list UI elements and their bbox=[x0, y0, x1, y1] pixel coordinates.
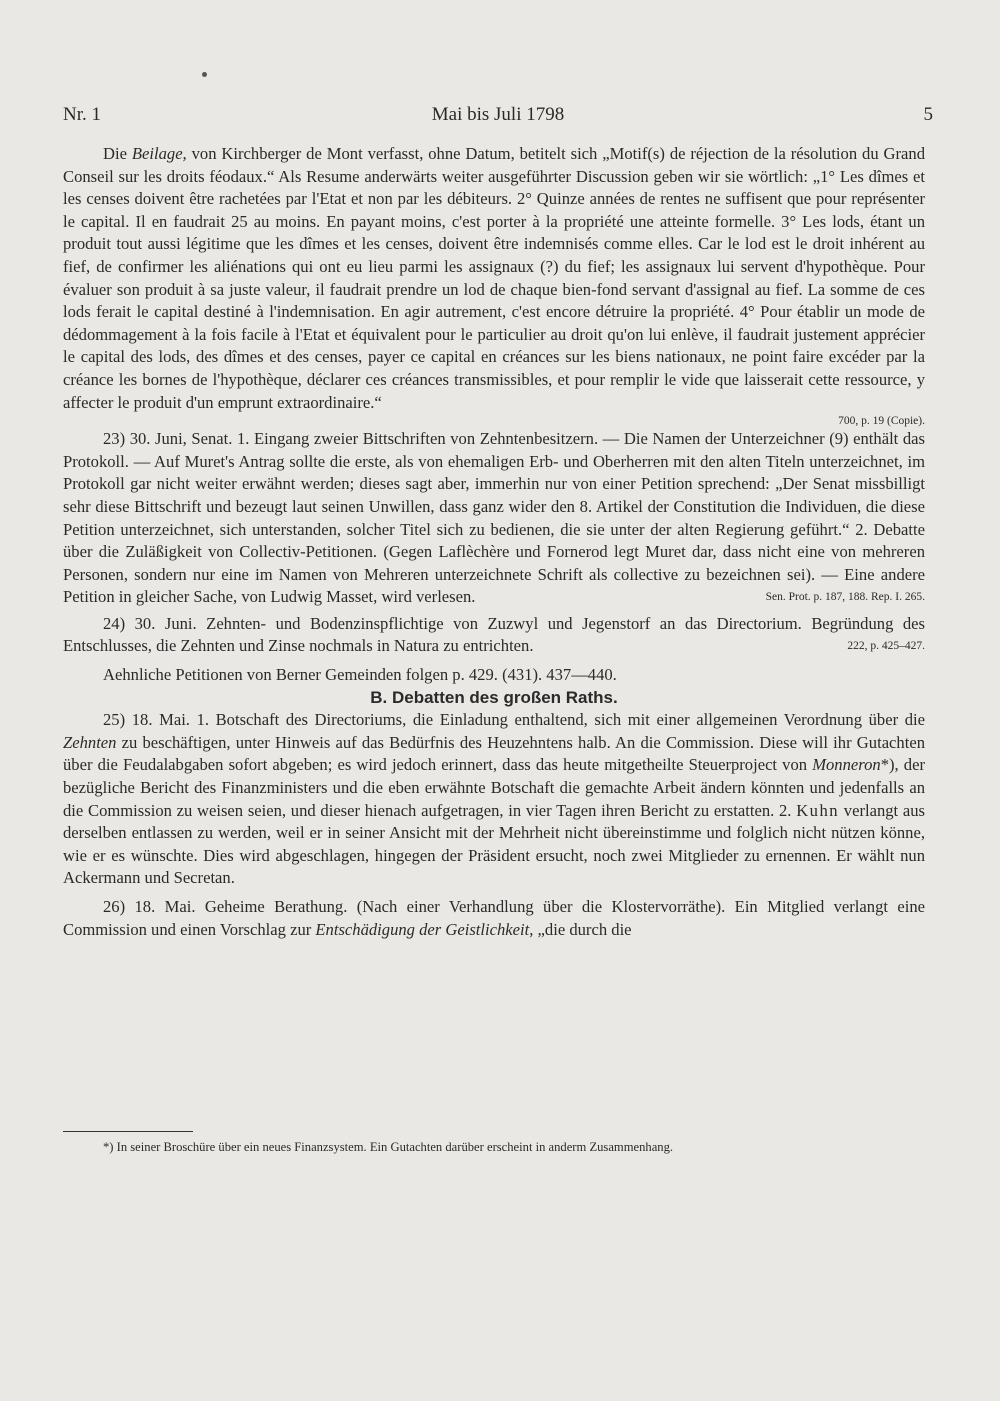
text-run-italic: Beilage, bbox=[131, 144, 187, 163]
reference: Sen. Prot. p. 187, 188. Rep. I. 265. bbox=[765, 591, 925, 604]
text-run: von Kirchberger de Mont verfasst, ohne Datum, betitelt sich „Motif(s) de réjection de la résolution du Grand Conseil sur les droits féodaux.“ Als Resume anderwärts weiter ausgeführter Discussion geben wir sie wörtlich: „1° Les dîmes et les censes doivent être rachetées par l'Etat et non par les débiteurs. 2° Quinze années de rentes ne suffisent que pour représenter le capital. Il en faudrait 25 au moins. En payant moins, c'est porter à la propriété une atteinte formelle. 3° Les lods, étant un produit tout aussi légitime que les dîmes et les censes, doivent être indemnisés comme elles. Car le lod est le droit inhérent au fief, de confirmer les aliénations qui ont eu lieu parmi les assignaux (?) du fief; les assignaux lui servent d'hypothèque. Pour évaluer son produit à sa juste valeur, il faudrait prendre un lod de chaque bien-fond servant d'assignal au fief. La somme de ces lods ferait le capital destiné à l'indemnisation. En agir autrement, c'est encore détruire la propriété. 4° Pour établir un mode de dédommagement à la fois facile à l'Etat et équivalent pour le particulier au droit qu'on lui enlève, il faudrait justement apprécier le capital des lods, des dîmes et des censes, payer ce capital en créances sur les biens nationaux, ne point faire excéder par la créance les bornes de l'hypothèque, déclarer ces créances transmissibles, et pour remplir le vide que laisserait cette ressource, y affecter le produit d'un emprunt extraordinaire.“ bbox=[63, 144, 926, 412]
page-header bbox=[63, 104, 933, 132]
text-run: „die durch die bbox=[533, 919, 632, 939]
ink-speck bbox=[202, 72, 207, 77]
text-run: *), der bezügliche Bericht des Finanzministers und die eben erwähnte Botschaft die gemachte Arbeit ändern könnten und jedenfalls an die Commission zu weisen seien, und dieser hienach aufgetragen, in vier Tagen ihren Bericht zu erstatten. 2. bbox=[63, 755, 925, 820]
text-run-spaced: Kuhn bbox=[796, 800, 840, 820]
paragraph-26 bbox=[63, 896, 925, 941]
paragraph-24 bbox=[63, 613, 925, 658]
text-run: 26) 18. Mai. Geheime Berathung. (Nach einer Verhandlung über die Klostervorräthe). Ein Mitglied verlangt eine Commission und einen Vorschlag zur bbox=[63, 897, 925, 939]
paragraph-25 bbox=[63, 709, 925, 890]
text-run: 25) 18. Mai. 1. Botschaft des Directoriums, die Einladung enthaltend, sich mit einer allgemeinen Verordnung über die bbox=[103, 710, 925, 730]
text-run: Die bbox=[103, 144, 132, 163]
section-heading: B. Debatten des großen Raths. bbox=[370, 687, 618, 707]
text-run: verlangt aus derselben entlassen zu werden, weil er in seiner Ansicht mit der Mehrheit nicht übereinstimme und folglich nicht nützen könne, wie er es wünschte. Dies wird abgeschlagen, hingegen der Präsident ersucht, noch zwei Mitglieder zu ernennen. Er wählt nun Ackermann und Secretan. bbox=[63, 800, 926, 888]
paragraph-beilage bbox=[63, 143, 925, 414]
text-run: zu beschäftigen, unter Hinweis auf das Bedürfnis des Heuzehntens halb. An die Commission. Diese will ihr Gutachten über die Feudalabgaben sofort abgeben; es wird jedoch erinnert, dass das heute mitgetheilte Steuerproject von bbox=[63, 732, 925, 775]
page-body bbox=[63, 143, 925, 941]
text-run-italic: Zehnten bbox=[63, 732, 117, 752]
text-run-italic: Entschädigung der Geistlichkeit, bbox=[315, 919, 534, 939]
text-run: 23) 30. Juni, Senat. 1. Eingang zweier Bittschriften von Zehntenbesitzern. — Die Namen der Unterzeichner (9) enthält das Protokoll. — Auf Muret's Antrag sollte die erste, als von ehemaligen Erb- und Oberherren mit den alten Titeln unterzeichnet, im Protokoll gar nicht weiter erwähnt werden; dieses sagt aber, immerhin nur von einer Petition sprechend: „Der Senat missbilligt sehr diese Bittschrift und bezeugt laut seinen Unwillen, dass ganz wider den 8. Artikel der Constitution die Individuen, die diese Petition unterzeichnet, sich unterstanden, solcher Titel sich zu bedienen, die sie unter der alten Regierung geführt.“ 2. Debatte über die Zuläßigkeit von Collectiv-Petitionen. (Gegen Laflèchère und Fornerod legt Muret dar, dass nicht eine von mehreren Personen, sondern nur eine im Namen von Mehreren unterzeichnete Schrift als collective zu bezeichnen sei). — Eine andere Petition in gleicher Sache, von Ludwig Masset, wird verlesen. bbox=[63, 429, 925, 607]
paragraph-23 bbox=[63, 428, 925, 609]
paragraph-aehnliche: Aehnliche Petitionen von Berner Gemeinden folgen p. 429. (431). 437—440. bbox=[103, 665, 617, 685]
footnote-divider bbox=[63, 1131, 193, 1132]
text-run-italic: Monneron bbox=[812, 755, 881, 775]
page-number: 5 bbox=[923, 104, 933, 125]
header-title: Mai bis Juli 1798 bbox=[431, 104, 565, 125]
text-run: 24) 30. Juni. Zehnten- und Bodenzinspflichtige von Zuzwyl und Jegenstorf an das Directorium. Begründung des Entschlusses, die Zehnten und Zinse nochmals in Natura zu entrichten. bbox=[63, 613, 925, 656]
reference: 700, p. 19 (Copie). bbox=[838, 415, 925, 428]
header-number: Nr. 1 bbox=[63, 104, 101, 125]
footnote: *) In seiner Broschüre über ein neues Finanzsystem. Ein Gutachten darüber erscheint in anderm Zusammenhang. bbox=[103, 1140, 674, 1154]
reference: 222, p. 425–427. bbox=[847, 640, 925, 653]
